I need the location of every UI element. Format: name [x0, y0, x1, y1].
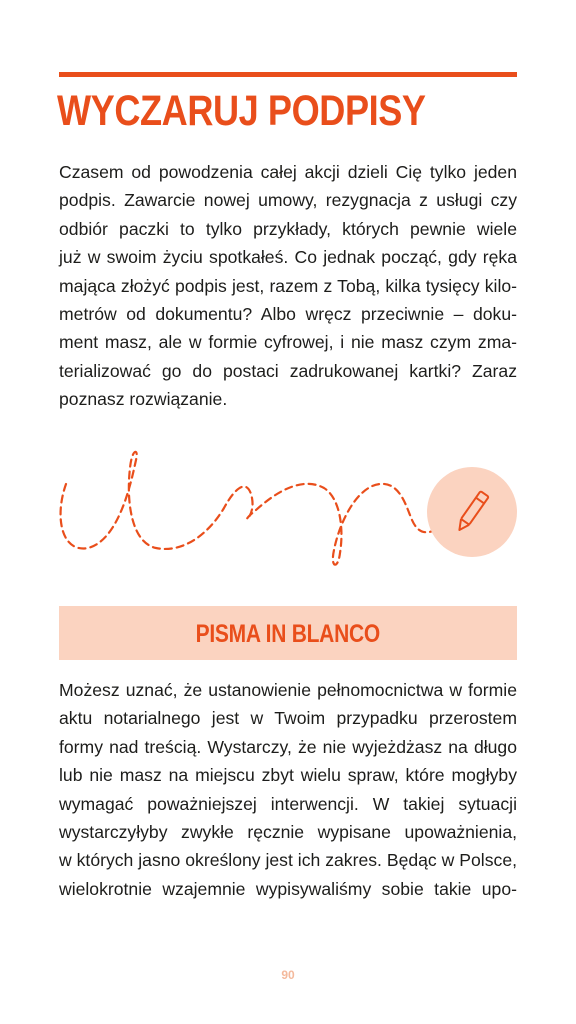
body-line: lub nie masz na miejscu zbyt wielu spraw, które mogłyby — [59, 765, 517, 786]
intro-paragraph — [59, 158, 517, 414]
body-line: wymagać poważniejszej interwencji. W takiej sytuacji — [59, 793, 517, 814]
intro-line: terializować go do postaci zadrukowanej kartki? Zaraz — [59, 360, 517, 381]
dashed-signature-line — [61, 452, 448, 565]
section-header-band — [59, 606, 517, 660]
body-paragraph — [59, 676, 517, 903]
body-line: wystarczyłyby zwykłe ręcznie wypisane upoważnienia, — [59, 822, 517, 843]
body-line: Możesz uznać, że ustanowienie pełnomocnictwa w formie — [59, 680, 517, 700]
page-number: 90 — [281, 968, 295, 982]
intro-line: metrów od dokumentu? Albo wręcz przeciwnie – doku- — [59, 304, 517, 325]
icon-circle — [427, 467, 517, 557]
body-line: aktu notarialnego jest w Twoim przypadku przerostem — [59, 708, 517, 729]
body-line: formy nad treścią. Wystarczy, że nie wyjeżdżasz na długo — [59, 736, 517, 757]
intro-line: mająca złożyć podpis jest, razem z Tobą, kilka tysięcy kilo- — [59, 275, 517, 296]
body-line: w których jasno określony jest ich zakres. Będąc w Polsce, — [59, 850, 517, 871]
intro-line: ment masz, ale w formie cyfrowej, i nie masz czym zma- — [59, 332, 517, 353]
intro-line: podpis. Zawarcie nowej umowy, rezygnacja z usługi czy — [59, 190, 517, 211]
intro-line: Czasem od powodzenia całej akcji dzieli Cię tylko jeden — [59, 162, 517, 182]
body-line: wielokrotnie wzajemnie wypisywaliśmy sobie takie upo- — [59, 878, 517, 899]
page-title: WYCZARUJ PODPISY — [57, 87, 426, 135]
intro-line: poznasz rozwiązanie. — [59, 389, 228, 410]
intro-line: już w swoim życiu spotkałeś. Co jednak począć, gdy ręka — [59, 247, 517, 268]
section-title-text: PISMA IN BLANCO — [195, 620, 381, 648]
signature-illustration — [40, 448, 530, 578]
top-rule — [59, 72, 517, 77]
intro-line: odbiór paczki to tylko przykłady, których pewnie wiele — [59, 218, 517, 239]
section-title — [59, 606, 517, 660]
